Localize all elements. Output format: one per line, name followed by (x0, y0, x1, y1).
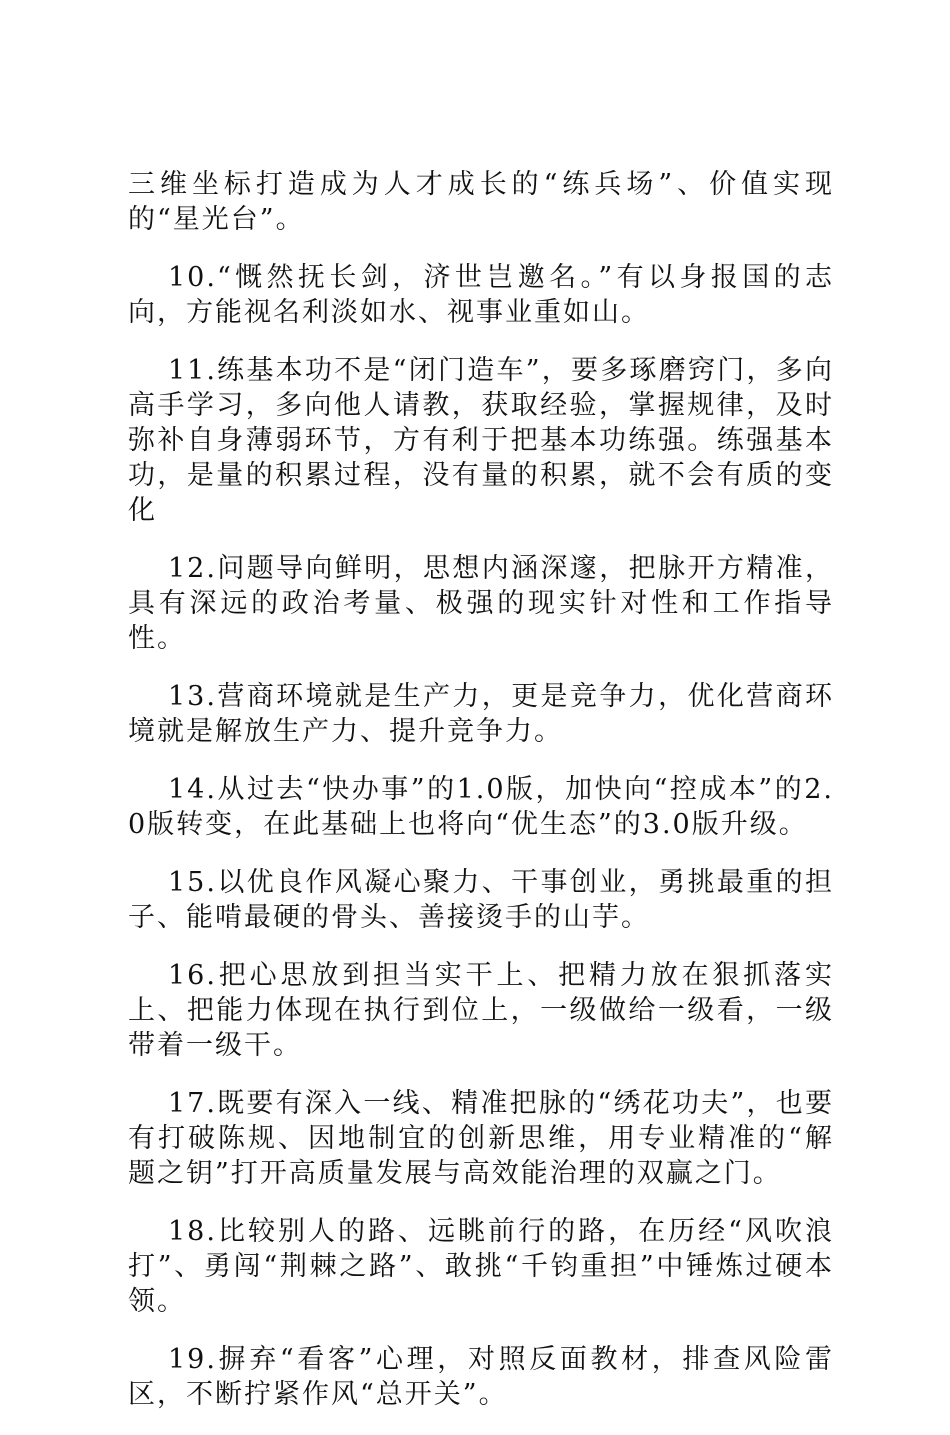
paragraph-15: 15.以优良作风凝心聚力、干事创业，勇挑最重的担子、能啃最硬的骨头、善接烫手的山芋。 (128, 867, 834, 933)
paragraph-18: 18.比较别人的路、远眺前行的路，在历经“风吹浪打”、勇闯“荆棘之路”、敢挑“千钧重担”中锤炼过硬本领。 (128, 1216, 834, 1317)
paragraph-10: 10.“慨然抚长剑，济世岂邀名。”有以身报国的志向，方能视名利淡如水、视事业重如山。 (128, 262, 834, 328)
paragraph-17: 17.既要有深入一线、精准把脉的“绣花功夫”，也要有打破陈规、因地制宜的创新思维，用专业精准的“解题之钥”打开高质量发展与高效能治理的双赢之门。 (128, 1088, 834, 1189)
paragraph-12: 12.问题导向鲜明，思想内涵深邃，把脉开方精准，具有深远的政治考量、极强的现实针对性和工作指导性。 (128, 553, 834, 654)
paragraph-19: 19.摒弃“看客”心理，对照反面教材，排查风险雷区，不断拧紧作风“总开关”。 (128, 1344, 834, 1410)
paragraph-continuation: 三维坐标打造成为人才成长的“练兵场”、价值实现的“星光台”。 (128, 169, 834, 235)
paragraph-14: 14.从过去“快办事”的1.0版，加快向“控成本”的2.0版转变，在此基础上也将向“优生态”的3.0版升级。 (128, 774, 834, 840)
paragraph-16: 16.把心思放到担当实干上、把精力放在狠抓落实上、把能力体现在执行到位上，一级做给一级看，一级带着一级干。 (128, 960, 834, 1061)
document-body (128, 167, 834, 1435)
paragraph-11: 11.练基本功不是“闭门造车”，要多琢磨窍门，多向高手学习，多向他人请教，获取经验，掌握规律，及时弥补自身薄弱环节，方有利于把基本功练强。练强基本功，是量的积累过程，没有量的积累，就不会有质的变化 (128, 355, 834, 526)
paragraph-13: 13.营商环境就是生产力，更是竞争力，优化营商环境就是解放生产力、提升竞争力。 (128, 681, 834, 747)
